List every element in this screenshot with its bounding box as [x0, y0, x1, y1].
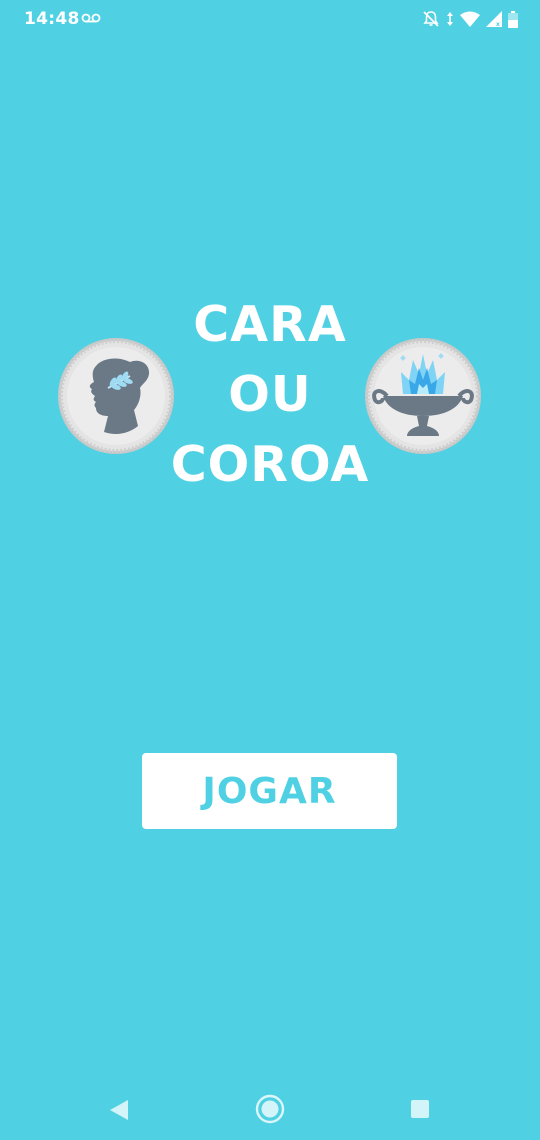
status-icons [422, 9, 518, 29]
mute-icon [422, 10, 440, 28]
play-button[interactable]: JOGAR [142, 753, 397, 829]
signal-icon [486, 11, 502, 27]
navigation-bar [0, 1080, 540, 1140]
svg-text:x: x [496, 21, 500, 27]
battery-icon [508, 11, 518, 28]
title-line-1: CARA [193, 296, 347, 353]
wifi-icon [460, 11, 480, 27]
tails-coin-icon [363, 336, 483, 456]
title-line-2: OU [228, 366, 312, 423]
recents-icon[interactable] [410, 1099, 430, 1119]
voicemail-icon [81, 10, 101, 24]
data-arrows-icon [446, 11, 454, 27]
home-icon[interactable] [255, 1094, 285, 1124]
status-bar [0, 0, 540, 40]
page-title [150, 290, 390, 500]
status-time: 14:48 [24, 9, 80, 29]
title-line-3: COROA [170, 436, 370, 493]
back-icon[interactable] [108, 1098, 130, 1122]
